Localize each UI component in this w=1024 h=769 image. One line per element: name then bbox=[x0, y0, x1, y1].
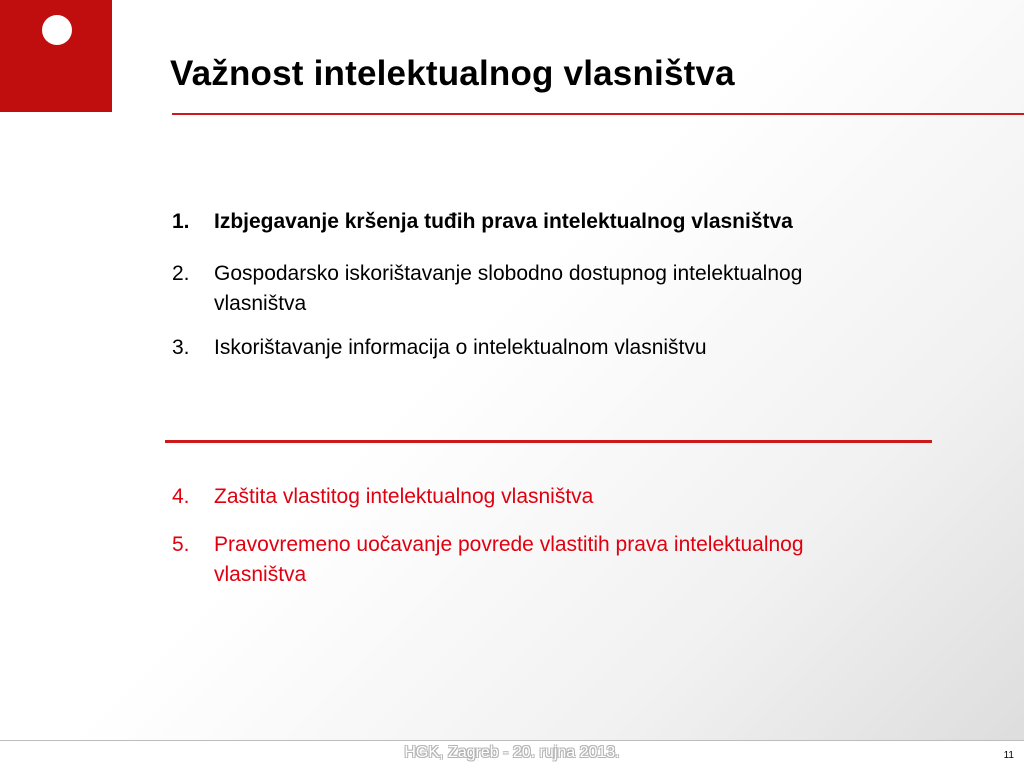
list-item-number: 1. bbox=[172, 210, 190, 233]
list-item-text: Zaštita vlastitog intelektualnog vlasništva bbox=[214, 485, 594, 508]
logo-block bbox=[0, 0, 112, 112]
list-item bbox=[172, 259, 892, 319]
primary-list bbox=[172, 207, 892, 363]
list-item bbox=[172, 530, 892, 590]
footer-text: HGK, Zagreb - 20. rujna 2013. bbox=[404, 744, 620, 761]
list-item-text: Izbjegavanje kršenja tuđih prava intelektualnog vlasništva bbox=[214, 210, 793, 233]
list-item-text: Pravovremeno uočavanje povrede vlastitih prava intelektualnog vlasništva bbox=[214, 533, 804, 586]
list-item-number: 2. bbox=[172, 262, 190, 285]
footer-bar bbox=[0, 740, 1024, 769]
logo-dot-icon bbox=[42, 15, 72, 45]
list-item-text: Gospodarsko iskorištavanje slobodno dostupnog intelektualnog vlasništva bbox=[214, 262, 803, 315]
section-divider bbox=[165, 440, 932, 443]
list-item bbox=[172, 482, 892, 512]
list-item-number: 4. bbox=[172, 485, 190, 508]
list-item bbox=[172, 333, 892, 363]
list-item-text: Iskorištavanje informacija o intelektualnom vlasništvu bbox=[214, 336, 707, 359]
list-item-number: 3. bbox=[172, 336, 190, 359]
slide-title: Važnost intelektualnog vlasništva bbox=[170, 54, 735, 93]
list-item bbox=[172, 207, 892, 237]
secondary-list bbox=[172, 482, 892, 590]
list-item-number: 5. bbox=[172, 533, 190, 556]
page-number: 11 bbox=[1003, 750, 1014, 761]
title-divider bbox=[172, 113, 1024, 115]
